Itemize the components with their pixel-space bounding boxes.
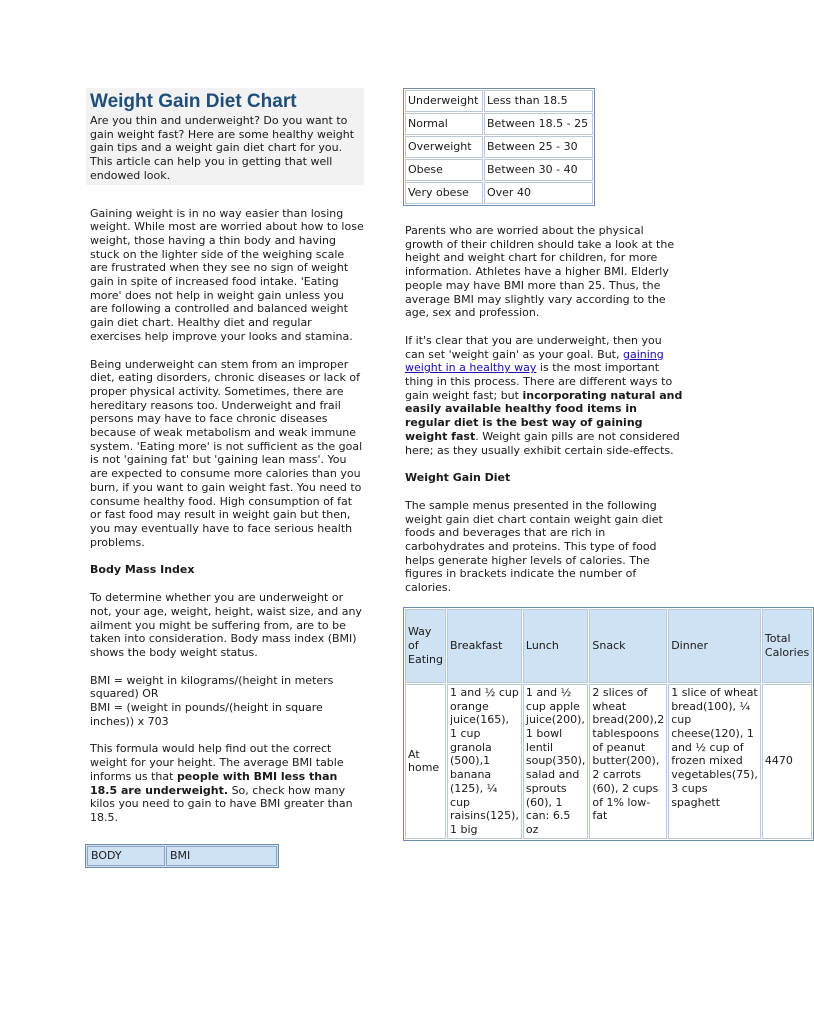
table-row [405, 182, 593, 204]
paragraph-sample-menus: The sample menus presented in the following weight gain diet chart contain weight gain diet foods and beverages that are rich in carbohydrates and proteins. This type of food helps generate higher levels of calories. The figures in brackets indicate the number of calories. [405, 498, 663, 595]
bmi-category: Normal [405, 113, 483, 135]
paragraph-bmi-intro: To determine whether you are underweight or not, your age, weight, height, waist size, and any ailment you might be suffering from, are to be taken into consideration. Body mass index (BMI) shows the body weight status. [90, 591, 362, 659]
bmi-range: Less than 18.5 [484, 90, 593, 112]
note-text-bold: people with BMI less than 18.5 are underweight. [90, 769, 338, 797]
gaining-weight-healthy-link[interactable]: gaining weight in a healthy way [405, 347, 664, 375]
header-total-calories: Total Calories [762, 609, 812, 683]
bmi-heading: Body Mass Index [90, 563, 195, 577]
table-row [405, 684, 812, 839]
intro-text: Are you thin and underweight? Do you want to gain weight fast? Here are some healthy weight gain tips and a weight gain diet chart for you. This article can help you in getting that well endowed look. [90, 114, 355, 182]
total-calories-cell: 4470 [762, 684, 812, 839]
way-of-eating-cell: At home [405, 684, 446, 839]
paragraph-parents: Parents who are worried about the physical growth of their children should take a look at the height and weight chart for children, for more information. Athletes have a higher BMI. Elderly people may have BMI more than 25. Thus, the average BMI may slightly vary according to the age, sex and profession. [405, 224, 675, 320]
goal-text-b: is the most important thing in this process. There are different ways to gain weight fast; but [405, 361, 673, 402]
paragraph-weight-gain-goal [405, 334, 683, 457]
bmi-table [403, 88, 595, 206]
page-title: Weight Gain Diet Chart [90, 91, 297, 112]
bmi-range: Between 30 - 40 [484, 159, 593, 181]
bmi-category: Very obese [405, 182, 483, 204]
breakfast-cell: 1 and ½ cup orange juice(165), 1 cup granola (500),1 banana (125), ¼ cup raisins(125), 1 big [447, 684, 522, 839]
table-row [405, 113, 593, 135]
lunch-cell: 1 and ½ cup apple juice(200), 1 bowl lentil soup(350), salad and sprouts (60), 1 can: 6.5 oz [523, 684, 588, 839]
intro-box [86, 88, 364, 185]
paragraph-bmi-formula-note [90, 742, 365, 824]
note-text-c: So, check how many kilos you need to gain to have BMI greater than 18.5. [90, 783, 353, 824]
table-header-row [405, 609, 812, 683]
dinner-cell: 1 slice of wheat bread(100), ¼ cup cheese(120), 1 and ½ cup of frozen mixed vegetables(75), 3 cups spaghett [668, 684, 761, 839]
diet-heading: Weight Gain Diet [405, 471, 511, 485]
header-lunch: Lunch [523, 609, 588, 683]
note-text-a: This formula would help find out the correct weight for your height. The average BMI table informs us that [90, 742, 344, 783]
snack-cell: 2 slices of wheat bread(200),2 tablespoons of peanut butter(200), 2 carrots (60), 2 cups of 1% low-fat [589, 684, 667, 839]
bmi-range: Over 40 [484, 182, 593, 204]
goal-text-bold: incorporating natural and easily available healthy food items in regular diet is the best way of gaining weight fast [405, 388, 683, 443]
header-way-of-eating: Way of Eating [405, 609, 446, 683]
paragraph-being-underweight: Being underweight can stem from an improper diet, eating disorders, chronic diseases or lack of proper physical activity. Sometimes, there are hereditary reasons too. Underweight and frail persons may have to face chronic diseases because of weak metabolism and weak immune system. 'Eating more' is not sufficient as the goal is not 'gaining fat' but 'gaining lean mass'. You are expected to consume more calories than you burn, if you want to gain weight fast. You need to consume healthy food. High consumption of fat or fast food may result in weight gain but then, you may eventually have to face serious health problems. [90, 357, 363, 549]
table-row [405, 136, 593, 158]
goal-text-c: . Weight gain pills are not considered here; as they usually exhibit certain side-effects. [405, 429, 680, 457]
right-column [405, 88, 810, 841]
bmi-formula-imperial: BMI = (weight in pounds/(height in square inches)) x 703 [90, 701, 323, 728]
bmi-category: Obese [405, 159, 483, 181]
bmi-formula-metric: BMI = weight in kilograms/(height in meters squared) OR [90, 673, 334, 701]
bmi-category: Underweight [405, 90, 483, 112]
table-row [405, 90, 593, 112]
bmi-category: Overweight [405, 136, 483, 158]
bmi-range: Between 18.5 - 25 [484, 113, 593, 135]
paragraph-gaining-weight: Gaining weight is in no way easier than losing weight. While most are worried about how to lose weight, those having a thin body and having stuck on the lighter side of the weighing scale are frustrated when they see no sign of weight gain in spite of increased food intake. 'Eating more' does not help in weight gain unless you are following a controlled and balanced weight gain diet chart. Healthy diet and regular exercises help improve your looks and stamina. [90, 206, 364, 343]
header-body: BODY [87, 846, 165, 866]
header-snack: Snack [589, 609, 667, 683]
header-bmi: BMI [166, 846, 277, 866]
left-column [90, 88, 365, 868]
diet-chart-table [403, 607, 814, 841]
body-bmi-table-header [85, 844, 279, 868]
header-dinner: Dinner [668, 609, 761, 683]
bmi-range: Between 25 - 30 [484, 136, 593, 158]
header-breakfast: Breakfast [447, 609, 522, 683]
table-row [405, 159, 593, 181]
goal-text-a: If it's clear that you are underweight, then you can set 'weight gain' as your goal. But, [405, 333, 662, 361]
